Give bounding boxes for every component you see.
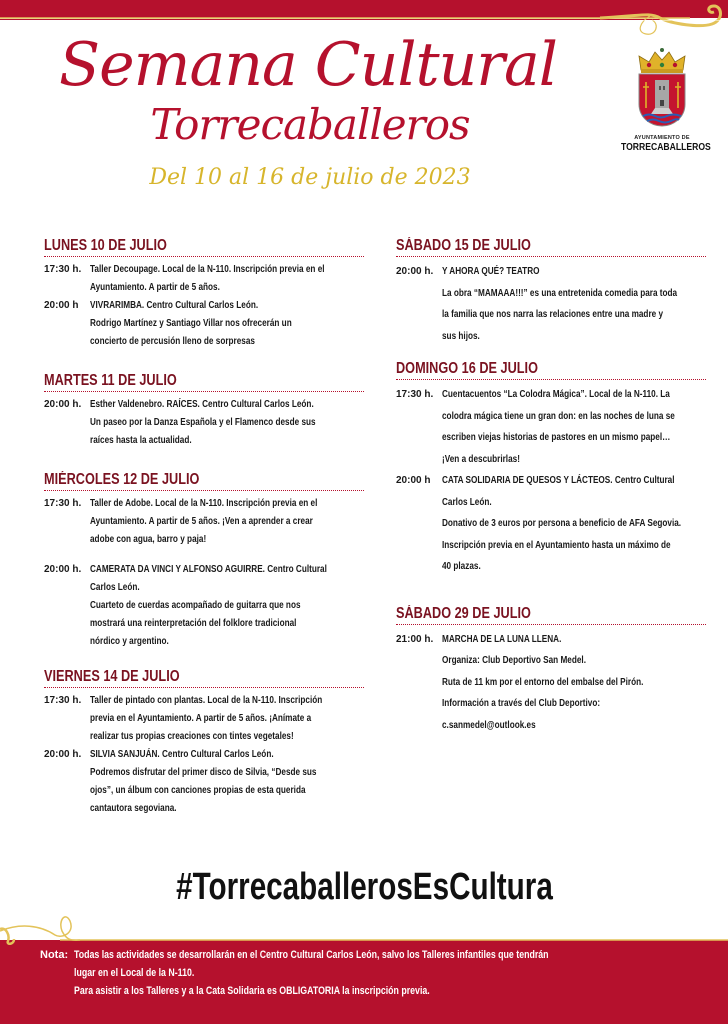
event xyxy=(396,629,706,737)
day-title: VIERNES 14 DE JULIO xyxy=(44,668,180,685)
event-text: CATA SOLIDARIA DE QUESOS Y LÁCTEOS. Centro Cultural xyxy=(442,475,675,486)
event-time: 20:00 h. xyxy=(396,266,434,277)
event xyxy=(396,384,706,470)
day-section xyxy=(44,371,364,450)
schedule-right-column xyxy=(396,236,706,748)
event-text: la familia que nos narra las relaciones entre una madre y xyxy=(442,309,664,320)
note-text: Todas las actividades se desarrollarán en el Centro Cultural Carlos León, salvo los Talleres infantiles que tendrán xyxy=(74,949,549,961)
event-text: MARCHA DE LA LUNA LLENA. xyxy=(442,633,562,645)
event-text: Ayuntamiento. A partir de 5 años. xyxy=(90,282,220,293)
event-text: La obra “MAMAAA!!!” es una entretenida comedia para toda xyxy=(442,287,678,299)
event-text: Carlos León. xyxy=(90,582,140,593)
event-time: 17:30 h. xyxy=(44,498,82,509)
event-text: CAMERATA DA VINCI Y ALFONSO AGUIRRE. Centro Cultural xyxy=(90,564,327,575)
event-text: Información a través del Club Deportivo: xyxy=(442,698,601,709)
event-link-email[interactable]: c.sanmedel@outlook.es xyxy=(442,719,536,731)
event-text: Taller de pintado con plantas. Local de la N-110. Inscripción xyxy=(90,695,323,706)
event xyxy=(44,297,364,351)
event-text: Cuentacuentos “La Colodra Mágica”. Local de la N-110. La xyxy=(442,389,670,400)
event xyxy=(44,746,364,818)
event-text: cantautora segoviana. xyxy=(90,803,177,814)
day-title: DOMINGO 16 DE JULIO xyxy=(396,360,538,377)
gold-ribbon-bottom-icon xyxy=(0,905,728,945)
event-text: adobe con agua, barro y paja! xyxy=(90,534,207,545)
event-text: Cuarteto de cuerdas acompañado de guitarra que nos xyxy=(90,600,301,611)
event-time: 20:00 h xyxy=(44,300,79,311)
day-title: SÁBADO 15 DE JULIO xyxy=(396,237,531,254)
event xyxy=(44,261,364,297)
dotted-divider xyxy=(44,256,364,257)
event xyxy=(396,261,706,347)
event-time: 17:30 h. xyxy=(396,389,434,400)
event-text: Y AHORA QUÉ? TEATRO xyxy=(442,266,540,277)
event-time: 20:00 h. xyxy=(44,564,82,575)
note-label: Nota: xyxy=(40,949,69,961)
event-time: 21:00 h. xyxy=(396,633,434,645)
event-text: Inscripción previa en el Ayuntamiento hasta un máximo de xyxy=(442,539,671,551)
event-text: concierto de percusión lleno de sorpresas xyxy=(90,336,255,347)
dotted-divider xyxy=(44,687,364,688)
logo-caption-small: AYUNTAMIENTO DE xyxy=(634,135,690,141)
day-title: SÁBADO 29 DE JULIO xyxy=(396,604,531,622)
event-text: mostrará una reinterpretación del folklore tradicional xyxy=(90,618,297,629)
event-text: previa en el Ayuntamiento. A partir de 5 años. ¡Anímate a xyxy=(90,713,312,724)
note-text: lugar en el Local de la N-110. xyxy=(74,967,195,979)
event-time: 17:30 h. xyxy=(44,264,82,275)
hashtag-text: #TorrecaballerosEsCultura xyxy=(175,866,553,908)
event-text: Rodrigo Martínez y Santiago Villar nos ofrecerán un xyxy=(90,318,292,329)
event-time: 20:00 h xyxy=(396,475,431,486)
day-section xyxy=(44,667,364,818)
date-range: Del 10 al 16 de julio de 2023 xyxy=(149,165,471,190)
dotted-divider xyxy=(44,490,364,491)
event-text: Podremos disfrutar del primer disco de Silvia, “Desde sus xyxy=(90,767,317,778)
event-text: SILVIA SANJUÁN. Centro Cultural Carlos León. xyxy=(90,749,274,760)
dotted-divider xyxy=(396,379,706,380)
event xyxy=(396,470,706,578)
event-text: raíces hasta la actualidad. xyxy=(90,435,192,446)
dotted-divider xyxy=(396,624,706,625)
municipal-logo xyxy=(612,46,712,166)
event-text: realizar tus propias creaciones con tintes vegetales! xyxy=(90,731,294,742)
day-section xyxy=(44,470,364,651)
event-text: Taller de Adobe. Local de la N-110. Inscripción previa en el xyxy=(90,498,318,509)
dotted-divider xyxy=(396,256,706,257)
day-title: LUNES 10 DE JULIO xyxy=(44,237,167,254)
day-section xyxy=(396,604,706,737)
event-text: Organiza: Club Deportivo San Medel. xyxy=(442,655,586,666)
event-text: escriben viejas historias de pastores en un mismo papel… xyxy=(442,432,671,443)
note-text: Para asistir a los Talleres y a la Cata Solidaria es OBLIGATORIA la inscripción previa. xyxy=(74,985,430,997)
event-text: Un paseo por la Danza Española y el Flamenco desde sus xyxy=(90,417,316,428)
event-text: Esther Valdenebro. RAÍCES. Centro Cultural Carlos León. xyxy=(90,399,314,410)
event-text: colodra mágica tiene un gran don: en las noches de luna se xyxy=(442,410,675,422)
event-text: 40 plazas. xyxy=(442,561,481,572)
event-text: Ayuntamiento. A partir de 5 años. ¡Ven a aprender a crear xyxy=(90,516,313,527)
day-section xyxy=(396,359,706,578)
event-time: 20:00 h. xyxy=(44,399,82,410)
day-title: MIÉRCOLES 12 DE JULIO xyxy=(44,471,200,488)
footer-note xyxy=(40,946,720,1000)
event-text: ojos”, un álbum con canciones propias de esta querida xyxy=(90,785,306,796)
event-text: Taller Decoupage. Local de la N-110. Inscripción previa en el xyxy=(90,264,325,275)
event-text: VIVRARIMBA. Centro Cultural Carlos León. xyxy=(90,300,259,311)
coat-of-arms-icon xyxy=(627,46,697,128)
event xyxy=(44,561,364,651)
event xyxy=(44,396,364,450)
event-time: 20:00 h. xyxy=(44,749,82,760)
event-text: ¡Ven a descubrirlas! xyxy=(442,453,520,465)
event-text: Carlos León. xyxy=(442,496,492,508)
schedule-left-column xyxy=(44,236,364,830)
event-text: Ruta de 11 km por el entorno del embalse del Pirón. xyxy=(442,676,644,688)
event-time: 17:30 h. xyxy=(44,695,82,706)
page-title: Semana Cultural xyxy=(59,30,557,100)
logo-caption-big: TORRECABALLEROS xyxy=(621,141,711,153)
event xyxy=(44,495,364,549)
event-text: Donativo de 3 euros por persona a beneficio de AFA Segovia. xyxy=(442,518,682,529)
day-title: MARTES 11 DE JULIO xyxy=(44,372,177,389)
page-subtitle: Torrecaballeros xyxy=(150,100,470,149)
dotted-divider xyxy=(44,391,364,392)
event-text: sus hijos. xyxy=(442,330,480,342)
event xyxy=(44,692,364,746)
event-text: nórdico y argentino. xyxy=(90,636,169,647)
day-section xyxy=(44,236,364,351)
day-section xyxy=(396,236,706,347)
